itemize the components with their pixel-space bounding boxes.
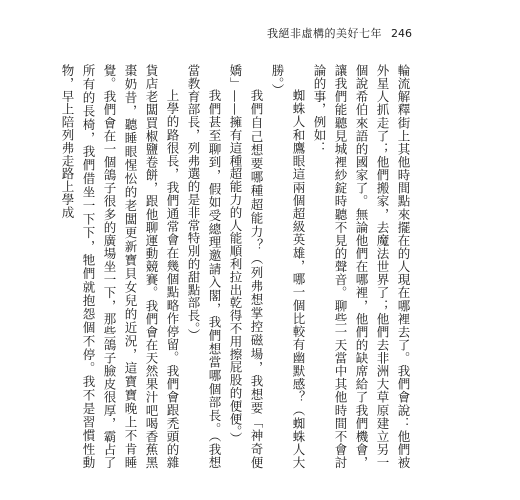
body-text — [60, 64, 414, 469]
paragraph: 蜘蛛人和鷹眼這兩個超級英雄，哪一個比較有幽默感？（蜘蛛人大勝。） — [270, 64, 306, 469]
paragraph: 我們自己想要哪種超能力？（列弗想掌控磁場，我想要「神奇便嬌」——擁有這種超能力的人能順利拉出乾得不用擦屁股的便便。） — [228, 64, 264, 469]
paragraph: 上學的路很長，我們通常會在幾個點略作停留。我們會跟禿頭的雜貨店老闆買椒鹽卷餅，跟他聊運動競賽。我們會在天然果汁吧喝香蕉黑棗奶昔，聽睡眼惺忪的老闆更新寶貝女兒的近況，這寶寶晚上不肯睡覺。我們會在一個鴿子很多的廣場坐一下，那些鴿子臉皮很厚，霸占了所有的長椅，我們借坐一下下，牠們就抱怨個不停。我不是習慣性動物，早上陪列弗走路上學成 — [60, 64, 180, 469]
paragraph: 我們甚至聊到，假如受總理邀請入閣，我們想當哪個部長。（我想當教育部長，列弗選的是非常特別的甜點部長。） — [186, 64, 222, 469]
running-title: 我絕非虛構的美好七年 — [267, 27, 382, 40]
paragraph: 輪流解釋街上其他時間點來擺在的人現在哪裡去了。我們會說：他們被外星人抓走了；他們搬家，去魔法世界了；他們去非洲大草原建立另一個說希伯來語的國家了。無論他們在哪裡，他們的缺席給了我們機會，讓我們能聽見城裡紗錠時聽不見的聲音。聊些一天當中其他時間不會討論的事，例如： — [312, 64, 411, 469]
running-head — [267, 25, 412, 41]
page-number: 246 — [391, 27, 412, 40]
